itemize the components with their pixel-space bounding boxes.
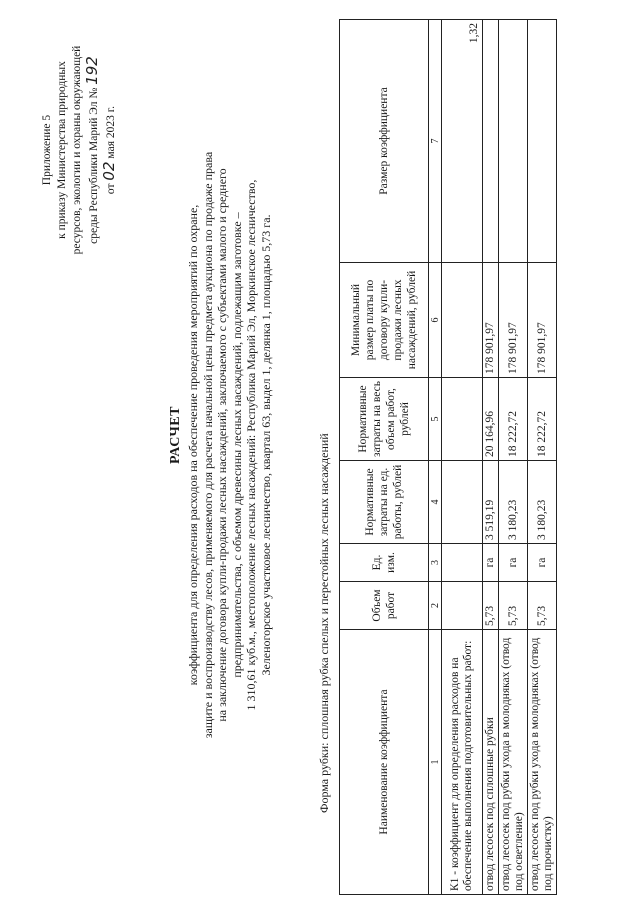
table-row [483, 20, 499, 895]
col-header-cost-total: Нормативные затраты на весь объем работ, рублей [340, 378, 429, 461]
cell-cost-unit: 3 180,23 [499, 461, 528, 544]
col-header-cost-unit: Нормативные затраты на ед. работы, рублей [340, 461, 429, 544]
cell-coef: 1,32 [442, 20, 483, 263]
cell-coef [528, 20, 557, 263]
appendix-no-label: № [88, 87, 100, 99]
cell-min-payment: 178 901,97 [483, 263, 499, 378]
cell-cost-unit: 3 519,19 [483, 461, 499, 544]
table-row [528, 20, 557, 895]
cell-min-payment: 178 901,97 [528, 263, 557, 378]
cell-name: отвод лесосек под рубки ухода в молодняках (отвод под прочистку) [528, 630, 557, 895]
subtitle-line: 1 310,61 куб.м., местоположение лесных насаждений: Республика Марий Эл, Моркинское лесничество, [244, 179, 259, 711]
cell-cost-total: 20 164,96 [483, 378, 499, 461]
appendix-date-line [102, 35, 119, 265]
appendix-republic: среды Республики Марий Эл [88, 101, 100, 244]
cell-unit: га [528, 544, 557, 582]
handwritten-day: 02 [100, 161, 118, 181]
cell-volume: 5,73 [499, 582, 528, 630]
table-row [442, 20, 483, 895]
appendix-line: Приложение 5 [41, 114, 53, 186]
cell-name: отвод лесосек под сплошные рубки [483, 630, 499, 895]
appendix-line: к приказу Министерства природных [56, 61, 68, 239]
cutting-form-line: Форма рубки: сплошная рубка спелых и перестойных лесных насаждений [317, 433, 331, 813]
cell-cost-total [442, 378, 483, 461]
table-number-row [429, 20, 442, 895]
col-header-unit: Ед. изм. [340, 544, 429, 582]
cell-min-payment: 178 901,97 [499, 263, 528, 378]
col-number: 6 [429, 263, 442, 378]
col-number: 4 [429, 461, 442, 544]
appendix-from-label: от [105, 183, 117, 195]
col-number: 5 [429, 378, 442, 461]
cell-cost-total: 18 222,72 [499, 378, 528, 461]
col-header-min-payment: Минимальный размер платы по договору купли-продажи лесных насаждений, рублей [340, 263, 429, 378]
subtitle-line: коэффициента для определения расходов на обеспечение проведения мероприятий по охране, [186, 204, 200, 686]
subtitle-line: предпринимательства, с объемом древесины лесных насаждений, подлежащим заготовке – [229, 212, 244, 678]
cell-name: К1 - коэффициент для определения расходов на обеспечение выполнения подготовительных работ: [442, 630, 483, 895]
cell-volume: 5,73 [483, 582, 499, 630]
subtitle-line: на заключение договора купли-продажи лесных насаждений, заключаемого с субъектами малого и среднего [215, 168, 230, 722]
cell-name: отвод лесосек под рубки ухода в молодняках (отвод под осветление) [499, 630, 528, 895]
appendix-block [40, 35, 119, 265]
table-header-row [340, 20, 429, 895]
appendix-date-rest: мая 2023 г. [105, 105, 117, 159]
cell-unit: га [483, 544, 499, 582]
document-title: РАСЧЕТ [168, 406, 183, 464]
document-subtitle [186, 25, 274, 865]
cell-unit: га [499, 544, 528, 582]
col-header-coef: Размер коэффициента [340, 20, 429, 263]
cell-unit [442, 544, 483, 582]
subtitle-line: Зеленогорское участковое лесничество, квартал 63, выдел 1, делянка 1, площадью 5,73 га. [258, 214, 273, 676]
subtitle-line: защите и воспроизводству лесов, применяемого для расчета начальной цены предмета аукциона по продаже права [200, 151, 215, 739]
cell-volume [442, 582, 483, 630]
handwritten-order-number: 192 [83, 56, 101, 85]
coefficient-table [339, 19, 557, 895]
appendix-line: ресурсов, экологии и охраны окружающей [71, 45, 83, 255]
col-number: 2 [429, 582, 442, 630]
appendix-order-line [85, 35, 102, 265]
cell-volume: 5,73 [528, 582, 557, 630]
cell-cost-unit [442, 461, 483, 544]
col-header-name: Наименование коэффициента [340, 630, 429, 895]
cell-coef [483, 20, 499, 263]
col-number: 3 [429, 544, 442, 582]
cell-cost-total: 18 222,72 [528, 378, 557, 461]
cell-cost-unit: 3 180,23 [528, 461, 557, 544]
col-header-volume: Объем работ [340, 582, 429, 630]
cell-min-payment [442, 263, 483, 378]
cell-coef [499, 20, 528, 263]
col-number: 1 [429, 630, 442, 895]
table-row [499, 20, 528, 895]
col-number: 7 [429, 20, 442, 263]
